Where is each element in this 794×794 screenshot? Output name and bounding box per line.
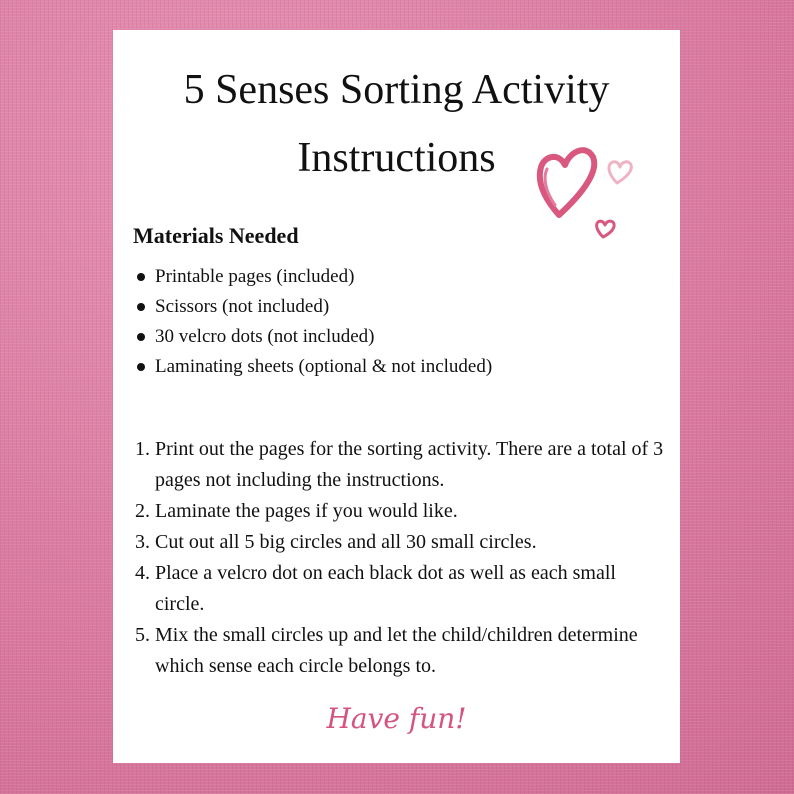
step-text: Place a velcro dot on each black dot as well as each small circle. bbox=[155, 562, 616, 615]
step-text: Cut out all 5 big circles and all 30 small circles. bbox=[155, 531, 537, 553]
list-item: Printable pages (included) bbox=[133, 262, 492, 292]
step-item bbox=[131, 620, 665, 682]
materials-list bbox=[133, 262, 492, 382]
step-number: 3. bbox=[135, 531, 150, 553]
list-item: Scissors (not included) bbox=[133, 292, 492, 322]
bullet-icon bbox=[137, 273, 145, 281]
page-title-line-2: Instructions bbox=[297, 135, 496, 181]
step-number: 2. bbox=[135, 500, 150, 522]
closing-message: Have fun! bbox=[326, 702, 467, 735]
small-heart-outline-icon bbox=[609, 162, 631, 183]
bullet-icon bbox=[137, 303, 145, 311]
list-item: Laminating sheets (optional & not included) bbox=[133, 352, 492, 382]
materials-heading: Materials Needed bbox=[133, 223, 299, 248]
bullet-icon bbox=[137, 333, 145, 341]
step-number: 5. bbox=[135, 624, 150, 646]
step-text: Mix the small circles up and let the child/children determine which sense each circle belongs to. bbox=[155, 624, 638, 677]
step-text: Print out the pages for the sorting activity. There are a total of 3 pages not including the instructions. bbox=[155, 438, 664, 491]
list-item: 30 velcro dots (not included) bbox=[133, 322, 492, 352]
step-number: 1. bbox=[135, 438, 150, 460]
large-heart-icon bbox=[540, 150, 594, 215]
instruction-steps bbox=[131, 434, 665, 682]
tiny-heart-icon bbox=[597, 221, 615, 237]
step-item bbox=[131, 496, 665, 527]
bullet-icon bbox=[137, 363, 145, 371]
step-number: 4. bbox=[135, 562, 150, 584]
step-item bbox=[131, 558, 665, 620]
hearts-decoration-icon bbox=[533, 125, 643, 240]
step-item bbox=[131, 434, 665, 496]
page-title-line-1: 5 Senses Sorting Activity bbox=[183, 67, 610, 113]
instruction-card bbox=[113, 30, 680, 763]
step-item bbox=[131, 527, 665, 558]
step-text: Laminate the pages if you would like. bbox=[155, 500, 458, 522]
